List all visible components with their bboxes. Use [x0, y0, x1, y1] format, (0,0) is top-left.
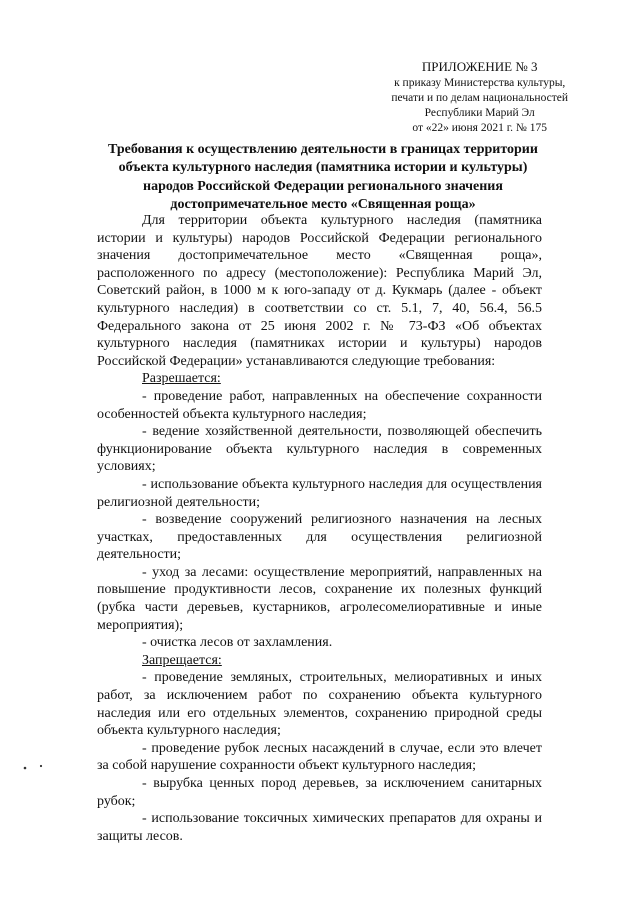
title-line: Требования к осуществлению деятельности в границах территории — [108, 142, 538, 157]
allowed-item: - использование объекта культурного наследия для осуществления религиозной деятельности; — [97, 476, 542, 510]
appendix-line: печати и по делам национальностей — [391, 92, 568, 104]
appendix-line: к приказу Министерства культуры, — [394, 77, 566, 89]
scan-dots-icon — [22, 762, 44, 772]
document-body — [97, 212, 542, 845]
title-line: объекта культурного наследия (памятника истории и культуры) — [118, 160, 528, 176]
allowed-item: - ведение хозяйственной деятельности, позволяющей обеспечить функционирование объекта культурного наследия в современных условиях; — [97, 424, 542, 475]
forbidden-heading: Запрещается: — [142, 652, 222, 668]
allowed-item: - очистка лесов от захламления. — [142, 635, 333, 651]
allowed-heading: Разрешается: — [142, 371, 221, 387]
scan-artifact — [22, 762, 44, 774]
appendix-label: ПРИЛОЖЕНИЕ № 3 — [421, 59, 538, 74]
appendix-line: от «22» июня 2021 г. № 175 — [412, 122, 547, 134]
allowed-item: - возведение сооружений религиозного назначения на лесных участках, предоставленных для осуществления религиозной деятельности; — [97, 512, 542, 563]
allowed-item: - уход за лесами: осуществление мероприятий, направленных на повышение продуктивности лесов, сохранение их полезных функций (рубка части деревьев, кустарников, агролесомелиоративные и иные мероприятия); — [97, 564, 542, 633]
title-line: достопримечательное место «Священная роща» — [170, 197, 476, 213]
forbidden-item: - вырубка ценных пород деревьев, за исключением санитарных рубок; — [97, 776, 542, 809]
allowed-item: - проведение работ, направленных на обеспечение сохранности особенностей объекта культурного наследия; — [97, 388, 542, 422]
forbidden-item: - проведение земляных, строительных, мелиоративных и иных работ, за исключением работ по сохранению объекта культурного наследия или его отдельных элементов, сохранению природной среды объекта культурного наследия; — [97, 670, 542, 739]
forbidden-item: - использование токсичных химических препаратов для охраны и защиты лесов. — [97, 811, 542, 844]
title-line: народов Российской Федерации регионального значения — [143, 178, 503, 194]
intro-paragraph: Для территории объекта культурного наследия (памятника истории и культуры) народов Российской Федерации регионального значения достопримечательное место «Священная роща», расположенного по адресу (местоположение): Республика Марий Эл, Советский район, в 1000 м к юго-западу от д. Кукмарь (далее - объект культурного наследия) в соответствии со ст. 5.1, 7, 40, 56.4, 56.5 Федерального закона от 25 июня 2002 г. № 73-ФЗ «Об объектах культурного наследия (памятниках истории и культуры) народов Российской Федерации» устанавливаются следующие требования: — [97, 213, 542, 369]
forbidden-item: - проведение рубок лесных насаждений в случае, если это влечет за собой нарушение сохранности объект культурного наследия; — [97, 740, 542, 774]
appendix-line: Республики Марий Эл — [424, 107, 535, 119]
appendix-header — [391, 58, 568, 136]
document-title — [88, 141, 558, 215]
